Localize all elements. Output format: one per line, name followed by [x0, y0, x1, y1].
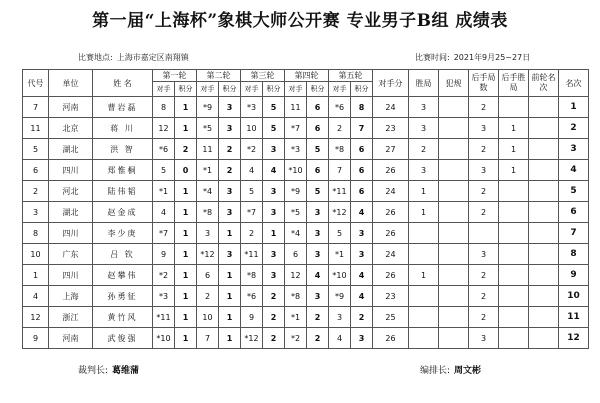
cell-opp-pts: 26 [373, 202, 409, 223]
cell-wins: 3 [409, 160, 439, 181]
page-title: 第一届“上海杯”象棋大师公开赛 专业男子B组 成绩表 [92, 11, 508, 31]
cell-black-games: 2 [469, 265, 499, 286]
cell-opp-pts: 27 [373, 139, 409, 160]
cell-round-1-points: 1 [175, 265, 197, 286]
header-round-5: 第五轮 [329, 70, 373, 82]
cell-prev-rank [529, 265, 559, 286]
cell-round-3-points: 3 [263, 202, 285, 223]
cell-round-4-opponent: *5 [285, 202, 307, 223]
cell-unit: 四川 [49, 265, 93, 286]
cell-name: 赵金成 [93, 202, 153, 223]
cell-round-1-points: 1 [175, 97, 197, 118]
cell-round-5-opponent: 4 [329, 328, 351, 349]
cell-round-5-opponent: *12 [329, 202, 351, 223]
cell-round-4-opponent: *4 [285, 223, 307, 244]
header-name: 姓 名 [93, 70, 153, 97]
cell-round-2-points: 2 [219, 139, 241, 160]
cell-name: 武俊强 [93, 328, 153, 349]
table-row [23, 181, 589, 202]
cell-round-1-opponent: *2 [153, 265, 175, 286]
cell-round-3-opponent: *8 [241, 265, 263, 286]
cell-name: 洪 智 [93, 139, 153, 160]
cell-round-2-points: 3 [219, 244, 241, 265]
cell-code: 4 [23, 286, 49, 307]
results-table [22, 69, 589, 349]
cell-black-wins [499, 328, 529, 349]
cell-round-4-points: 5 [307, 181, 329, 202]
cell-code: 9 [23, 328, 49, 349]
header-pts: 积分 [175, 82, 197, 97]
table-row [23, 328, 589, 349]
cell-black-wins [499, 223, 529, 244]
results-body [23, 97, 589, 349]
cell-round-5-opponent: *1 [329, 244, 351, 265]
cell-round-3-opponent: *3 [241, 97, 263, 118]
cell-round-4-points: 6 [307, 118, 329, 139]
cell-round-1-opponent: *11 [153, 307, 175, 328]
cell-black-games [469, 223, 499, 244]
cell-round-2-points: 1 [219, 265, 241, 286]
cell-round-5-points: 6 [351, 181, 373, 202]
cell-round-2-opponent: *4 [197, 181, 219, 202]
cell-prev-rank [529, 307, 559, 328]
cell-fouls [439, 139, 469, 160]
header-code: 代号 [23, 70, 49, 97]
cell-opp-pts: 26 [373, 223, 409, 244]
cell-round-5-opponent: *11 [329, 181, 351, 202]
cell-round-3-points: 2 [263, 286, 285, 307]
cell-wins [409, 244, 439, 265]
cell-round-2-points: 3 [219, 202, 241, 223]
date [415, 52, 534, 63]
header-opp: 对手 [285, 82, 307, 97]
cell-round-5-points: 3 [351, 244, 373, 265]
cell-name: 李少庚 [93, 223, 153, 244]
cell-round-3-points: 3 [263, 181, 285, 202]
cell-round-5-points: 2 [351, 307, 373, 328]
cell-round-3-opponent: *12 [241, 328, 263, 349]
header-rank: 名次 [559, 70, 589, 97]
cell-round-4-points: 4 [307, 265, 329, 286]
cell-opp-pts: 25 [373, 307, 409, 328]
cell-black-wins [499, 181, 529, 202]
cell-opp-pts: 26 [373, 160, 409, 181]
cell-round-5-opponent: *6 [329, 97, 351, 118]
cell-round-3-opponent: *2 [241, 139, 263, 160]
cell-black-games: 2 [469, 139, 499, 160]
header-fouls: 犯规 [439, 70, 469, 97]
cell-prev-rank [529, 118, 559, 139]
cell-round-3-opponent: *7 [241, 202, 263, 223]
referee-label: 裁判长: [78, 366, 109, 376]
cell-fouls [439, 118, 469, 139]
cell-opp-pts: 24 [373, 97, 409, 118]
cell-unit: 河南 [49, 97, 93, 118]
header-round-4: 第四轮 [285, 70, 329, 82]
header-black-games-label: 后手局数 [471, 73, 496, 92]
header-opp: 对手 [241, 82, 263, 97]
header-pts: 积分 [219, 82, 241, 97]
cell-round-4-points: 3 [307, 223, 329, 244]
cell-wins: 3 [409, 97, 439, 118]
cell-prev-rank [529, 181, 559, 202]
cell-round-1-points: 2 [175, 139, 197, 160]
cell-round-3-points: 2 [263, 307, 285, 328]
cell-round-3-points: 3 [263, 139, 285, 160]
cell-round-4-points: 2 [307, 307, 329, 328]
cell-round-3-opponent: *6 [241, 286, 263, 307]
cell-unit: 北京 [49, 118, 93, 139]
cell-name: 赵攀伟 [93, 265, 153, 286]
cell-fouls [439, 244, 469, 265]
cell-round-4-opponent: *8 [285, 286, 307, 307]
referee-signature: 葛维蒲 [112, 366, 140, 376]
header-round-1: 第一轮 [153, 70, 197, 82]
cell-round-3-opponent: 9 [241, 307, 263, 328]
cell-round-1-opponent: *7 [153, 223, 175, 244]
cell-round-2-opponent: 6 [197, 265, 219, 286]
cell-black-wins [499, 307, 529, 328]
cell-rank: 10 [559, 286, 589, 307]
cell-round-3-opponent: 5 [241, 181, 263, 202]
table-row [23, 265, 589, 286]
table-row [23, 223, 589, 244]
arranger [420, 363, 481, 376]
cell-rank: 8 [559, 244, 589, 265]
cell-round-5-points: 4 [351, 265, 373, 286]
cell-rank: 1 [559, 97, 589, 118]
cell-round-1-points: 1 [175, 286, 197, 307]
cell-unit: 河北 [49, 181, 93, 202]
cell-round-1-opponent: *10 [153, 328, 175, 349]
cell-opp-pts: 23 [373, 286, 409, 307]
cell-round-1-opponent: 9 [153, 244, 175, 265]
cell-round-2-points: 2 [219, 160, 241, 181]
cell-code: 1 [23, 265, 49, 286]
cell-round-2-opponent: 11 [197, 139, 219, 160]
header-pts: 积分 [263, 82, 285, 97]
cell-code: 6 [23, 160, 49, 181]
cell-wins [409, 286, 439, 307]
cell-black-wins: 1 [499, 118, 529, 139]
cell-round-4-opponent: 6 [285, 244, 307, 265]
cell-round-4-opponent: 12 [285, 265, 307, 286]
cell-round-1-opponent: *1 [153, 181, 175, 202]
cell-opp-pts: 23 [373, 118, 409, 139]
cell-round-5-opponent: 3 [329, 307, 351, 328]
header-black-wins [499, 70, 529, 97]
cell-black-wins [499, 202, 529, 223]
cell-black-wins [499, 286, 529, 307]
cell-round-1-points: 1 [175, 118, 197, 139]
cell-round-3-opponent: 10 [241, 118, 263, 139]
cell-black-games: 3 [469, 328, 499, 349]
table-row [23, 244, 589, 265]
cell-round-1-opponent: 4 [153, 202, 175, 223]
arranger-signature: 周文彬 [454, 366, 482, 376]
cell-name: 曹岩磊 [93, 97, 153, 118]
cell-round-4-points: 3 [307, 286, 329, 307]
date-label: 比赛时间: [415, 53, 450, 62]
cell-rank: 4 [559, 160, 589, 181]
cell-round-2-points: 1 [219, 223, 241, 244]
cell-round-4-opponent: *9 [285, 181, 307, 202]
cell-prev-rank [529, 160, 559, 181]
cell-unit: 河南 [49, 328, 93, 349]
cell-fouls [439, 328, 469, 349]
cell-round-5-points: 3 [351, 328, 373, 349]
arranger-label: 编排长: [420, 366, 451, 376]
cell-black-games: 2 [469, 202, 499, 223]
cell-round-3-opponent: 4 [241, 160, 263, 181]
cell-prev-rank [529, 223, 559, 244]
header-opp: 对手 [197, 82, 219, 97]
cell-fouls [439, 202, 469, 223]
cell-round-5-points: 3 [351, 223, 373, 244]
cell-round-1-points: 1 [175, 202, 197, 223]
cell-code: 11 [23, 118, 49, 139]
cell-wins [409, 223, 439, 244]
cell-round-4-points: 2 [307, 328, 329, 349]
cell-round-4-points: 3 [307, 244, 329, 265]
cell-rank: 11 [559, 307, 589, 328]
cell-black-games: 2 [469, 181, 499, 202]
cell-round-3-opponent: 2 [241, 223, 263, 244]
cell-unit: 浙江 [49, 307, 93, 328]
cell-black-wins [499, 244, 529, 265]
cell-fouls [439, 223, 469, 244]
cell-round-5-opponent: *8 [329, 139, 351, 160]
cell-round-5-opponent: 5 [329, 223, 351, 244]
cell-round-4-points: 5 [307, 139, 329, 160]
header-opp: 对手 [153, 82, 175, 97]
cell-round-5-points: 7 [351, 118, 373, 139]
cell-round-2-opponent: *5 [197, 118, 219, 139]
cell-name: 陆伟韬 [93, 181, 153, 202]
cell-black-games: 3 [469, 244, 499, 265]
cell-round-2-opponent: *9 [197, 97, 219, 118]
table-row [23, 202, 589, 223]
cell-prev-rank [529, 328, 559, 349]
cell-fouls [439, 160, 469, 181]
cell-wins: 1 [409, 202, 439, 223]
cell-rank: 12 [559, 328, 589, 349]
cell-round-3-points: 1 [263, 223, 285, 244]
cell-round-2-opponent: *1 [197, 160, 219, 181]
cell-name: 吕 钦 [93, 244, 153, 265]
cell-round-4-opponent: 11 [285, 97, 307, 118]
cell-opp-pts: 26 [373, 328, 409, 349]
cell-black-games: 2 [469, 97, 499, 118]
cell-round-1-points: 1 [175, 223, 197, 244]
cell-round-4-points: 3 [307, 202, 329, 223]
cell-round-1-points: 1 [175, 307, 197, 328]
cell-rank: 2 [559, 118, 589, 139]
cell-code: 7 [23, 97, 49, 118]
table-row [23, 118, 589, 139]
header-opp: 对手 [329, 82, 351, 97]
cell-round-1-points: 1 [175, 181, 197, 202]
cell-black-wins: 1 [499, 139, 529, 160]
cell-black-wins: 1 [499, 160, 529, 181]
referee [78, 363, 139, 376]
cell-round-3-points: 3 [263, 265, 285, 286]
cell-round-3-points: 3 [263, 244, 285, 265]
cell-round-2-points: 1 [219, 307, 241, 328]
cell-prev-rank [529, 286, 559, 307]
cell-fouls [439, 286, 469, 307]
header-unit: 单位 [49, 70, 93, 97]
cell-round-5-points: 6 [351, 139, 373, 160]
cell-round-2-opponent: 7 [197, 328, 219, 349]
cell-round-1-opponent: 8 [153, 97, 175, 118]
header-pts: 积分 [307, 82, 329, 97]
header-round-3: 第三轮 [241, 70, 285, 82]
cell-round-5-opponent: 7 [329, 160, 351, 181]
cell-name: 黄竹风 [93, 307, 153, 328]
cell-round-3-points: 2 [263, 328, 285, 349]
cell-rank: 6 [559, 202, 589, 223]
cell-black-games: 2 [469, 286, 499, 307]
header-prev-rank [529, 70, 559, 97]
cell-rank: 9 [559, 265, 589, 286]
cell-fouls [439, 265, 469, 286]
cell-black-wins [499, 265, 529, 286]
cell-wins: 1 [409, 265, 439, 286]
cell-unit: 上海 [49, 286, 93, 307]
cell-round-4-points: 6 [307, 160, 329, 181]
venue-value: 上海市嘉定区南翔镇 [116, 53, 189, 62]
cell-black-games: 3 [469, 118, 499, 139]
cell-round-3-points: 4 [263, 160, 285, 181]
cell-round-1-points: 1 [175, 328, 197, 349]
cell-wins [409, 307, 439, 328]
cell-round-2-opponent: 3 [197, 223, 219, 244]
cell-wins: 1 [409, 181, 439, 202]
cell-name: 孙勇征 [93, 286, 153, 307]
cell-round-1-opponent: 12 [153, 118, 175, 139]
cell-round-2-points: 1 [219, 286, 241, 307]
cell-wins: 3 [409, 118, 439, 139]
cell-round-2-opponent: 10 [197, 307, 219, 328]
cell-code: 10 [23, 244, 49, 265]
cell-code: 5 [23, 139, 49, 160]
cell-unit: 四川 [49, 160, 93, 181]
cell-round-5-points: 4 [351, 286, 373, 307]
cell-round-3-points: 5 [263, 118, 285, 139]
cell-code: 8 [23, 223, 49, 244]
header-wins: 胜局 [409, 70, 439, 97]
cell-black-games: 2 [469, 307, 499, 328]
cell-code: 2 [23, 181, 49, 202]
cell-fouls [439, 307, 469, 328]
cell-rank: 5 [559, 181, 589, 202]
cell-unit: 湖北 [49, 202, 93, 223]
header-black-wins-label: 后手胜局 [501, 73, 526, 92]
cell-prev-rank [529, 244, 559, 265]
cell-prev-rank [529, 97, 559, 118]
cell-round-2-points: 3 [219, 181, 241, 202]
cell-round-1-points: 0 [175, 160, 197, 181]
cell-round-2-opponent: 2 [197, 286, 219, 307]
cell-round-5-points: 4 [351, 202, 373, 223]
cell-prev-rank [529, 202, 559, 223]
cell-round-4-points: 6 [307, 97, 329, 118]
cell-wins: 2 [409, 139, 439, 160]
cell-round-4-opponent: *7 [285, 118, 307, 139]
venue [78, 52, 193, 63]
cell-round-2-opponent: *12 [197, 244, 219, 265]
header-prev-rank-label: 前轮名次 [531, 73, 556, 92]
cell-opp-pts: 24 [373, 181, 409, 202]
header-opp-pts: 对手分 [373, 70, 409, 97]
cell-black-games: 3 [469, 160, 499, 181]
cell-wins [409, 328, 439, 349]
cell-round-2-opponent: *8 [197, 202, 219, 223]
cell-fouls [439, 97, 469, 118]
cell-round-1-opponent: *6 [153, 139, 175, 160]
cell-round-5-opponent: 2 [329, 118, 351, 139]
table-row [23, 286, 589, 307]
cell-round-5-opponent: *9 [329, 286, 351, 307]
cell-round-1-opponent: *3 [153, 286, 175, 307]
date-value: 2021年9月25~27日 [453, 53, 531, 62]
cell-round-5-points: 6 [351, 160, 373, 181]
cell-opp-pts: 24 [373, 244, 409, 265]
cell-round-1-points: 1 [175, 244, 197, 265]
table-row [23, 160, 589, 181]
cell-round-4-opponent: *2 [285, 328, 307, 349]
cell-round-4-opponent: *10 [285, 160, 307, 181]
cell-code: 12 [23, 307, 49, 328]
cell-unit: 四川 [49, 223, 93, 244]
header-round-2: 第二轮 [197, 70, 241, 82]
cell-round-3-points: 5 [263, 97, 285, 118]
cell-round-4-opponent: *3 [285, 139, 307, 160]
cell-code: 3 [23, 202, 49, 223]
cell-round-5-opponent: *10 [329, 265, 351, 286]
cell-name: 蒋 川 [93, 118, 153, 139]
cell-fouls [439, 181, 469, 202]
cell-round-4-opponent: *1 [285, 307, 307, 328]
cell-round-2-points: 3 [219, 97, 241, 118]
cell-prev-rank [529, 139, 559, 160]
header-pts: 积分 [351, 82, 373, 97]
header-black-games [469, 70, 499, 97]
cell-round-1-opponent: 5 [153, 160, 175, 181]
table-row [23, 307, 589, 328]
venue-label: 比赛地点: [78, 53, 113, 62]
cell-round-5-points: 8 [351, 97, 373, 118]
table-row [23, 97, 589, 118]
cell-unit: 广东 [49, 244, 93, 265]
cell-rank: 3 [559, 139, 589, 160]
cell-round-2-points: 1 [219, 328, 241, 349]
cell-black-wins [499, 97, 529, 118]
cell-unit: 湖北 [49, 139, 93, 160]
cell-round-2-points: 3 [219, 118, 241, 139]
cell-opp-pts: 26 [373, 265, 409, 286]
cell-name: 郑惟桐 [93, 160, 153, 181]
cell-round-3-opponent: *11 [241, 244, 263, 265]
cell-rank: 7 [559, 223, 589, 244]
table-row [23, 139, 589, 160]
